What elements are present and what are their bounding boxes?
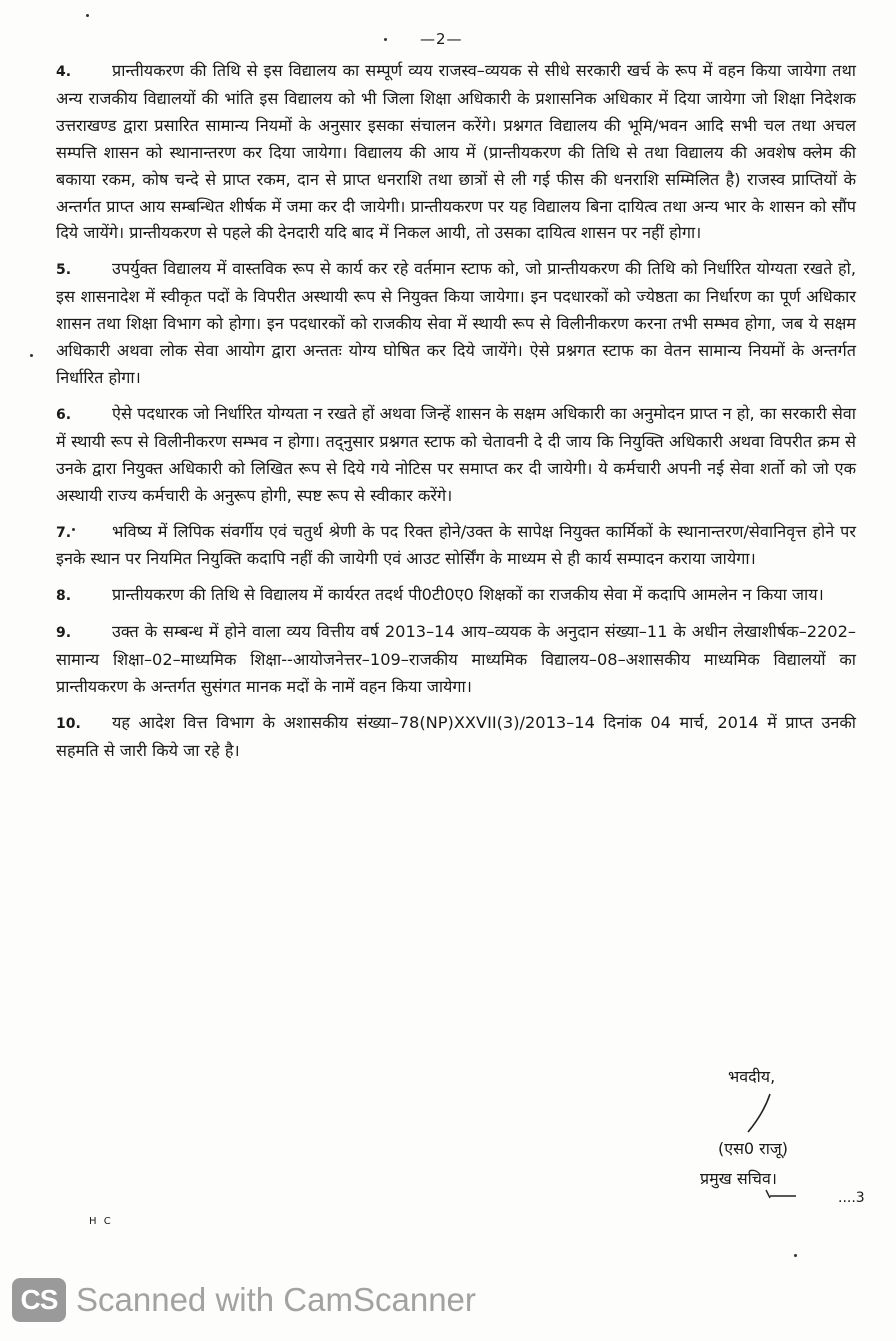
paragraph-7 — [56, 519, 856, 574]
camscanner-logo: CS — [12, 1278, 66, 1322]
paragraph-number: 8. — [56, 588, 72, 605]
initial-scribble-icon — [764, 1186, 798, 1200]
scan-speck — [86, 14, 89, 17]
paragraph-9 — [56, 619, 856, 701]
signature-block — [700, 1062, 860, 1194]
signatory-name: (एस0 राजू) — [718, 1139, 788, 1158]
document-body — [56, 58, 856, 774]
continued-marker: ....3 — [838, 1190, 865, 1206]
scan-speck — [384, 38, 387, 41]
signature-scribble — [700, 1092, 860, 1134]
scan-speck — [794, 1254, 797, 1257]
signature-stroke-icon — [740, 1092, 780, 1134]
watermark-text: Scanned with CamScanner — [76, 1281, 476, 1318]
paragraph-text: यह आदेश वित्त विभाग के अशासकीय संख्या–78(NP)XXVII(3)/2013–14 दिनांक 04 मार्च, 2014 में प्राप्त उनकी सहमति से जारी किये जा रहे है। — [56, 712, 856, 760]
paragraph-8 — [56, 582, 856, 610]
paragraph-number: 10. — [56, 715, 81, 732]
paragraph-6 — [56, 401, 856, 510]
paragraph-text: भविष्य में लिपिक संवर्गीय एवं चतुर्थ श्रेणी के पद रिक्त होने/उक्त के सापेक्ष नियुक्त कार्मिकों के स्थानान्तरण/सेवानिवृत्त होने पर इनके स्थान पर नियमित नियुक्ति कदापि नहीं की जायेगी एवं आउट सोर्सिंग के माध्यम से ही कार्य सम्पादन कराया जायेगा। — [56, 521, 856, 569]
paragraph-text: प्रान्तीयकरण की तिथि से इस विद्यालय का सम्पूर्ण व्यय राजस्व–व्ययक से सीधे सरकारी खर्च के रूप में वहन किया जायेगा तथा अन्य राजकीय विद्यालयों की भांति इस विद्यालय को भी जिला शिक्षा अधिकारी के प्रशासनिक अधिकार में दिया जायेगा जो शिक्षा निदेशक उत्तराखण्ड द्वारा प्रसारित सामान्य नियमों के अनुसार इसका संचालन करेंगे। प्रश्नगत विद्यालय की भूमि/भवन आदि सभी चल तथा अचल सम्पत्ति शासन को स्थानान्तरण कर दिया जायेगा। विद्यालय की आय में (प्रान्तीयकरण की तिथि से तथा विद्यालय की अवशेष क्लेम की बकाया रकम, कोष चन्दे से प्राप्त रकम, दान से प्राप्त धनराशि तथा छात्रों से ली गई फीस की धनराशि सम्मिलित है) राजस्व प्राप्तियों के अन्तर्गत प्राप्त आय सम्बन्धित शीर्षक में जमा कर दी जायेगी। प्रान्तीयकरण पर यह विद्यालय बिना दायित्व तथा अन्य भार के शासन को सौंप दिये जायेंगे। प्रान्तीयकरण से पहले की देनदारी यदि बाद में निकल आयी, तो उसका दायित्व शासन पर नहीं होगा। — [56, 61, 856, 243]
page-number: —2— — [420, 30, 463, 48]
camscanner-watermark — [12, 1278, 476, 1322]
paragraph-10 — [56, 710, 856, 765]
paragraph-number: 5. — [56, 262, 72, 279]
paragraph-5 — [56, 256, 856, 392]
scan-speck — [30, 354, 33, 357]
paragraph-text: ऐसे पदधारक जो निर्धारित योग्यता न रखते हों अथवा जिन्हें शासन के सक्षम अधिकारी का अनुमोदन प्राप्त न हो, का सरकारी सेवा में स्थायी रूप से विलीनीकरण सम्भव न होगा। तद्नुसार प्रश्नगत स्टाफ को चेतावनी दे दी जाय कि नियुक्ति अधिकारी अथवा विपरीत क्रम से उनके द्वारा नियुक्त अधिकारी को लिखित रूप से दिये गये नोटिस पर समाप्त कर दी जायेगी। ये कर्मचारी अपनी नई सेवा शर्तो को जो एक अस्थायी राज्य कर्मचारी के अनुरूप होगी, स्पष्ट रूप से स्वीकार करेंगे। — [56, 403, 856, 505]
signatory-designation: प्रमुख सचिव। — [700, 1169, 777, 1188]
paragraph-text: उक्त के सम्बन्ध में होने वाला व्यय वित्तीय वर्ष 2013–14 आय–व्ययक के अनुदान संख्या–11 के अधीन लेखाशीर्षक–2202–सामान्य शिक्षा–02–माध्यमिक शिक्षा--आयोजनेत्तर–109–राजकीय माध्यमिक विद्यालय–08–अशासकीय माध्यमिक विद्यालयों का प्रान्तीयकरण के अन्तर्गत सुसंगत मानक मदों के नामें वहन किया जायेगा। — [56, 622, 856, 697]
paragraph-4 — [56, 58, 856, 247]
paragraph-text: उपर्युक्त विद्यालय में वास्तविक रूप से कार्य कर रहे वर्तमान स्टाफ को, जो प्रान्तीयकरण की तिथि को निर्धारित योग्यता रखते हो, इस शासनादेश में स्वीकृत पदों के विपरीत अस्थायी रूप से नियुक्त किया जायेगा। इन पदधारकों को ज्येष्ठता का निर्धारण का पूर्ण अधिकार शासन तथा शिक्षा विभाग को होगा। इन पदधारकों को राजकीय सेवा में स्थायी रूप से विलीनीकरण करना तभी सम्भव होगा, जब ये सक्षम अधिकारी अथवा लोक सेवा आयोग द्वारा अन्ततः योग्य घोषित कर दिये जायेंगे। ऐसे प्रश्नगत स्टाफ का वेतन सामान्य नियमों के अन्तर्गत निर्धारित होगा। — [56, 259, 856, 387]
paragraph-text: प्रान्तीयकरण की तिथि से विद्यालय में कार्यरत तदर्थ पी0टी0ए0 शिक्षकों का राजकीय सेवा में कदापि आमलेन न किया जाय। — [112, 585, 824, 605]
paragraph-number: 7. — [56, 524, 72, 541]
paragraph-number: 9. — [56, 625, 72, 642]
hc-mark: H C — [89, 1216, 113, 1227]
paragraph-number: 6. — [56, 406, 72, 423]
paragraph-number: 4. — [56, 64, 72, 80]
closing-salutation: भवदीय, — [728, 1067, 776, 1086]
